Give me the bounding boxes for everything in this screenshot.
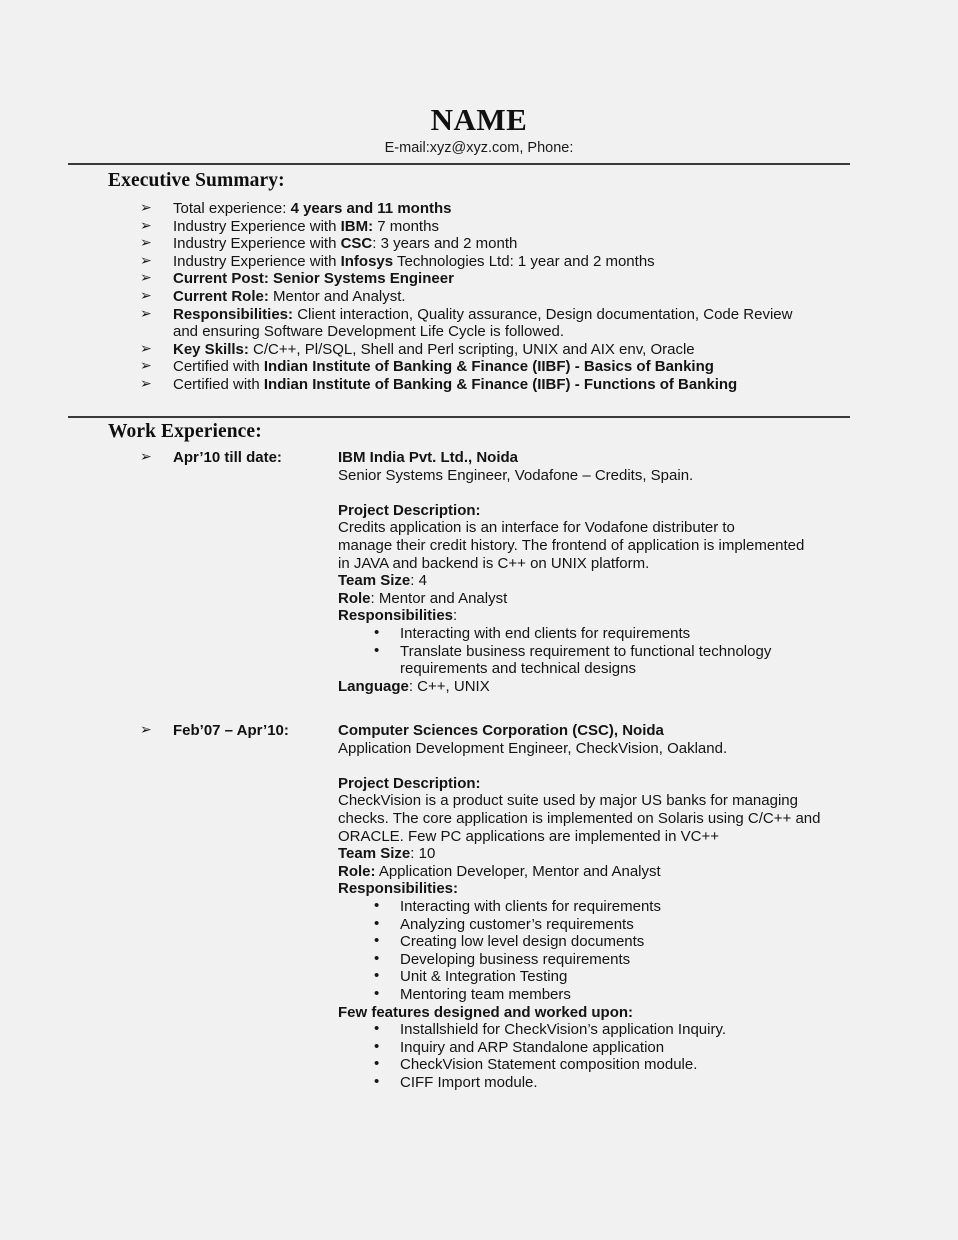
item-label: Certified with <box>173 358 264 376</box>
dot-bullet-icon: • <box>374 641 380 659</box>
list-item-text: Interacting with clients for requirements <box>400 897 661 915</box>
item-value: C/C++, Pl/SQL, Shell and Perl scripting, UNIX and AIX env, Oracle <box>248 340 695 358</box>
project-description-line: CheckVision is a product suite used by major US banks for managing <box>338 792 798 810</box>
arrow-bullet-icon: ➢ <box>140 234 152 251</box>
executive-summary-item-text <box>173 270 454 287</box>
executive-summary-item <box>140 376 860 394</box>
list-item <box>338 986 900 1004</box>
executive-summary-item <box>140 341 860 359</box>
work-entry-company: IBM India Pvt. Ltd., Noida <box>338 449 518 466</box>
arrow-bullet-icon: ➢ <box>140 357 152 374</box>
arrow-bullet-icon: ➢ <box>140 339 152 356</box>
dot-bullet-icon: • <box>374 949 380 967</box>
project-role <box>338 590 900 608</box>
responsibilities-label-key: Responsibilities: <box>338 880 459 898</box>
dot-bullet-icon: • <box>374 914 380 932</box>
work-entry-row <box>140 449 900 695</box>
item-label: Industry Experience with <box>173 235 341 253</box>
project-role-key: Role <box>338 589 371 607</box>
team-size-key: Team Size <box>338 572 411 590</box>
features-list <box>338 1021 900 1091</box>
list-item <box>338 1039 900 1057</box>
item-value: Technologies Ltd: 1 year and 2 months <box>393 252 655 270</box>
item-emphasis: CSC <box>340 235 373 253</box>
project-description-line: in JAVA and backend is C++ on UNIX platform. <box>338 554 650 572</box>
contact-line: E-mail:xyz@xyz.com, Phone: <box>384 139 574 156</box>
arrow-bullet-icon: ➢ <box>140 448 152 464</box>
team-size <box>338 845 900 863</box>
dot-bullet-icon: • <box>374 623 380 641</box>
divider-executive-summary <box>68 163 850 165</box>
list-item <box>338 643 900 678</box>
item-emphasis: Indian Institute of Banking & Finance (IIBF) - Functions of Banking <box>263 375 738 393</box>
executive-summary-item-text <box>173 235 517 252</box>
arrow-bullet-icon: ➢ <box>140 304 152 321</box>
language <box>338 678 900 696</box>
item-value: Mentor and Analyst. <box>268 287 406 305</box>
work-entry-date: Apr’10 till date: <box>173 449 282 466</box>
project-role-value: : Mentor and Analyst <box>370 589 508 607</box>
executive-summary-item-text <box>173 306 792 323</box>
item-emphasis: IBM: <box>340 217 374 235</box>
executive-summary-item <box>140 235 860 253</box>
executive-summary-item <box>140 200 860 218</box>
list-item <box>338 968 900 986</box>
dot-bullet-icon: • <box>374 1037 380 1055</box>
list-item-text: Analyzing customer’s requirements <box>400 915 634 933</box>
executive-summary-item-text <box>173 376 737 393</box>
executive-summary-item <box>140 270 860 288</box>
item-label: Key Skills: <box>173 340 249 358</box>
item-value: : 3 years and 2 month <box>372 235 518 253</box>
arrow-bullet-icon: ➢ <box>140 721 152 737</box>
dot-bullet-icon: • <box>374 967 380 985</box>
arrow-bullet-icon: ➢ <box>140 374 152 391</box>
item-label: Current Post <box>173 270 264 288</box>
dot-bullet-icon: • <box>374 1072 380 1090</box>
work-entry-body <box>338 722 900 1091</box>
arrow-bullet-icon: ➢ <box>140 199 152 215</box>
item-label: Industry Experience with <box>173 252 341 270</box>
executive-summary-item-text <box>173 341 695 358</box>
executive-summary-item <box>140 358 860 376</box>
list-item <box>338 1021 900 1039</box>
list-item <box>338 898 900 916</box>
list-item-text: Creating low level design documents <box>400 933 645 951</box>
list-item <box>338 951 900 969</box>
team-size-key: Team Size <box>338 845 411 863</box>
item-label: Industry Experience with <box>173 217 341 235</box>
section-heading-executive-summary: Executive Summary: <box>108 170 285 191</box>
executive-summary-list <box>140 200 860 394</box>
spacer <box>338 484 900 502</box>
arrow-bullet-icon: ➢ <box>140 251 152 268</box>
team-size-value: : 10 <box>410 845 436 863</box>
project-description-line: Credits application is an interface for Vodafone distributer to <box>338 519 735 537</box>
executive-summary-item-text <box>173 200 451 217</box>
responsibilities-label-key: Responsibilities <box>338 607 454 625</box>
item-label: Current Role: <box>173 287 269 305</box>
work-entry-csc <box>140 722 900 1091</box>
list-item-text: CIFF Import module. <box>400 1073 538 1091</box>
executive-summary-item-continuation: and ensuring Software Development Life Cycle is followed. <box>173 323 565 341</box>
arrow-bullet-icon: ➢ <box>140 216 152 233</box>
responsibilities-label-value: : <box>453 607 458 625</box>
list-item-text: CheckVision Statement composition module. <box>400 1056 698 1074</box>
responsibilities-list <box>338 625 900 678</box>
work-entry-company: Computer Sciences Corporation (CSC), Noida <box>338 722 664 739</box>
team-size-value: : 4 <box>410 572 427 590</box>
project-role-value: Application Developer, Mentor and Analyst <box>375 862 661 880</box>
list-item <box>338 1056 900 1074</box>
project-description-label: Project Description: <box>338 774 481 792</box>
arrow-bullet-icon: ➢ <box>140 286 152 303</box>
list-item-text: Inquiry and ARP Standalone application <box>400 1038 665 1056</box>
list-item <box>338 1074 900 1092</box>
list-item <box>338 625 900 643</box>
divider-work-experience <box>68 416 850 418</box>
work-entry-date: Feb’07 – Apr’10: <box>173 722 289 739</box>
executive-summary-item <box>140 288 860 306</box>
item-value: : Senior Systems Engineer <box>263 270 454 288</box>
dot-bullet-icon: • <box>374 984 380 1002</box>
section-heading-work-experience: Work Experience: <box>108 421 262 442</box>
dot-bullet-icon: • <box>374 896 380 914</box>
executive-summary-item-text <box>173 218 439 235</box>
item-label: Total experience: <box>173 200 291 217</box>
list-item <box>338 916 900 934</box>
item-emphasis: Indian Institute of Banking & Finance (IIBF) - Basics of Banking <box>263 358 714 376</box>
responsibilities-label <box>338 607 900 625</box>
work-entry-body <box>338 449 900 695</box>
executive-summary-item-text <box>173 253 655 270</box>
list-item-text: Mentoring team members <box>400 985 571 1003</box>
list-item-text: Translate business requirement to functional technology <box>400 642 772 660</box>
responsibilities-list <box>338 898 900 1004</box>
dot-bullet-icon: • <box>374 1055 380 1073</box>
work-entry-row <box>140 722 900 1091</box>
item-value: 4 years and 11 months <box>290 200 452 217</box>
team-size <box>338 572 900 590</box>
dot-bullet-icon: • <box>374 1020 380 1038</box>
executive-summary-item-text <box>173 358 714 375</box>
dot-bullet-icon: • <box>374 932 380 950</box>
candidate-name: NAME <box>430 102 528 137</box>
project-description-line: checks. The core application is implemented on Solaris using C/C++ and <box>338 809 821 827</box>
list-item-text: Developing business requirements <box>400 950 631 968</box>
project-role-key: Role: <box>338 862 376 880</box>
features-label: Few features designed and worked upon: <box>338 1003 634 1021</box>
arrow-bullet-icon: ➢ <box>140 269 152 286</box>
list-item-text: Interacting with end clients for requirements <box>400 624 691 642</box>
executive-summary-item-text <box>173 288 406 305</box>
project-description-label: Project Description: <box>338 501 481 519</box>
item-value: 7 months <box>373 217 439 235</box>
executive-summary-item <box>140 218 860 236</box>
list-item <box>338 933 900 951</box>
project-description-line: manage their credit history. The frontend of application is implemented <box>338 536 805 554</box>
item-emphasis: Infosys <box>340 252 394 270</box>
list-item-text: Installshield for CheckVision’s application Inquiry. <box>400 1021 727 1039</box>
executive-summary-item <box>140 306 860 341</box>
list-item-continuation: requirements and technical designs <box>400 660 636 678</box>
project-description-line: ORACLE. Few PC applications are implemented in VC++ <box>338 827 720 845</box>
work-entry-ibm <box>140 449 900 695</box>
work-entry-role-line: Application Development Engineer, CheckVision, Oakland. <box>338 739 728 757</box>
document-header <box>0 0 958 156</box>
responsibilities-label <box>338 880 900 898</box>
work-entry-role-line: Senior Systems Engineer, Vodafone – Credits, Spain. <box>338 466 694 484</box>
language-value: : C++, UNIX <box>408 677 490 695</box>
item-label: Certified with <box>173 375 264 393</box>
item-value: Client interaction, Quality assurance, Design documentation, Code Review <box>293 305 793 323</box>
spacer <box>338 757 900 775</box>
project-role <box>338 863 900 881</box>
list-item-text: Unit & Integration Testing <box>400 968 568 986</box>
language-key: Language <box>338 677 409 695</box>
item-label: Responsibilities: <box>173 305 294 323</box>
executive-summary-item <box>140 253 860 271</box>
